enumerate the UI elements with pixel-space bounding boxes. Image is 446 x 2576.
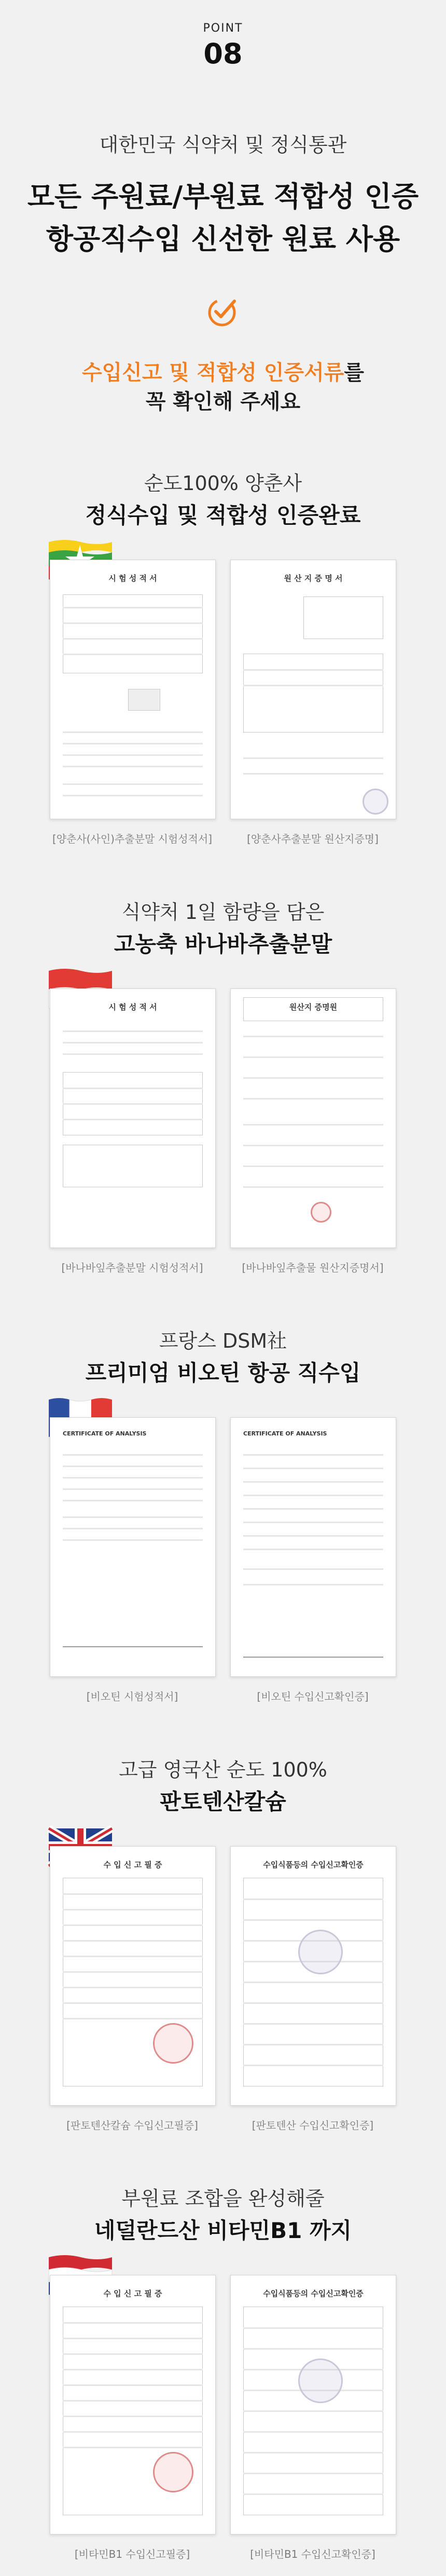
section-1-subtitle: 순도100% 양춘사: [144, 472, 302, 495]
section-3-subtitle: 프랑스 DSM社: [159, 1330, 287, 1352]
notice-line-2: 꼭 확인해 주세요: [145, 390, 301, 414]
section-4-caption-left: [판토텐산칼슘 수입신고필증]: [66, 2119, 198, 2132]
section-1-doc-left: [50, 560, 216, 819]
section-3-doc-left: [50, 1417, 216, 1677]
section-3-doc-right: [230, 1417, 396, 1677]
doc-title: 수입식품등의 수입신고확인증: [263, 1860, 364, 1869]
customs-seal: [153, 2023, 193, 2064]
section-3-title: 프리미엄 비오틴 항공 직수입: [85, 1360, 361, 1386]
section-2-doc-left: [50, 988, 216, 1248]
section-2-title: 고농축 바나바추출분말: [114, 931, 332, 957]
section-2-doc-right: [230, 988, 396, 1248]
section-2-caption-left: [바나바잎추출분말 시험성적서]: [61, 1262, 203, 1274]
customs-seal: [153, 2452, 193, 2492]
section-5-subtitle: 부원료 조합을 완성해줄: [121, 2187, 325, 2210]
doc-table: [303, 596, 383, 639]
section-5-doc-right: [230, 2275, 396, 2534]
doc-seal: [363, 789, 388, 815]
doc-title: 원 산 지 증 명 서: [284, 574, 343, 583]
doc-title: 시 험 성 적 서: [108, 574, 157, 583]
doc-title: 시 험 성 적 서: [108, 1002, 157, 1012]
notice-line-1: [0, 356, 446, 386]
doc-watermark: [298, 1930, 343, 1974]
doc-table: [63, 594, 203, 673]
section-4-title: 판토텐산칼슘: [160, 1789, 286, 1814]
section-2-caption-right: [바나바잎추출물 원산지증명서]: [242, 1262, 384, 1274]
doc-title: 수입식품등의 수입신고확인증: [263, 2289, 364, 2298]
headline-line-2: 항공직수입 신선한 원료 사용: [46, 223, 400, 255]
intro-text: 대한민국 식약처 및 정식통관: [99, 133, 347, 156]
doc-title: 원산지 증명원: [289, 1002, 338, 1012]
section-4-subtitle: 고급 영국산 순도 100%: [119, 1758, 327, 1781]
doc-table: [243, 654, 383, 733]
point-label: POINT: [203, 22, 243, 35]
notice-highlight: 수입신고 및 적합성 인증서류: [81, 361, 344, 385]
doc-seal: [311, 1202, 331, 1223]
section-5-caption-right: [비타민B1 수입신고확인증]: [250, 2548, 375, 2560]
doc-note-box: [63, 1145, 203, 1187]
section-4-doc-right: [230, 1846, 396, 2106]
section-1-title: 정식수입 및 적합성 인증완료: [85, 503, 361, 528]
notice-suffix: 를: [344, 361, 365, 385]
section-5-caption-left: [비타민B1 수입신고필증]: [74, 2548, 190, 2560]
specimen-stamp: [128, 689, 160, 711]
doc-title: 수 입 신 고 필 증: [103, 1860, 162, 1869]
section-4-doc-left: [50, 1846, 216, 2106]
doc-title: 수 입 신 고 필 증: [103, 2289, 162, 2298]
doc-title: CERTIFICATE OF ANALYSIS: [63, 1430, 147, 1437]
section-1-caption-right: [양춘사추출분말 원산지증명]: [247, 833, 379, 845]
section-3-caption-right: [비오틴 수입신고확인증]: [257, 1690, 369, 1703]
section-5-title: 네덜란드산 비타민B1 까지: [94, 2218, 352, 2243]
section-3-caption-left: [비오틴 시험성적서]: [86, 1690, 178, 1703]
section-2-subtitle: 식약처 1일 함량을 담은: [121, 901, 325, 924]
doc-title: CERTIFICATE OF ANALYSIS: [243, 1430, 327, 1437]
section-5-doc-left: [50, 2275, 216, 2534]
section-4-caption-right: [판토텐산 수입신고확인증]: [252, 2119, 374, 2132]
doc-watermark: [298, 2358, 343, 2403]
headline-line-1: 모든 주원료/부원료 적합성 인증: [27, 180, 419, 213]
check-circle-icon: [206, 295, 240, 328]
point-number: 08: [203, 37, 243, 70]
section-1-caption-left: [양춘사(사인)추출분말 시험성적서]: [52, 833, 213, 845]
section-1-doc-right: [230, 560, 396, 819]
